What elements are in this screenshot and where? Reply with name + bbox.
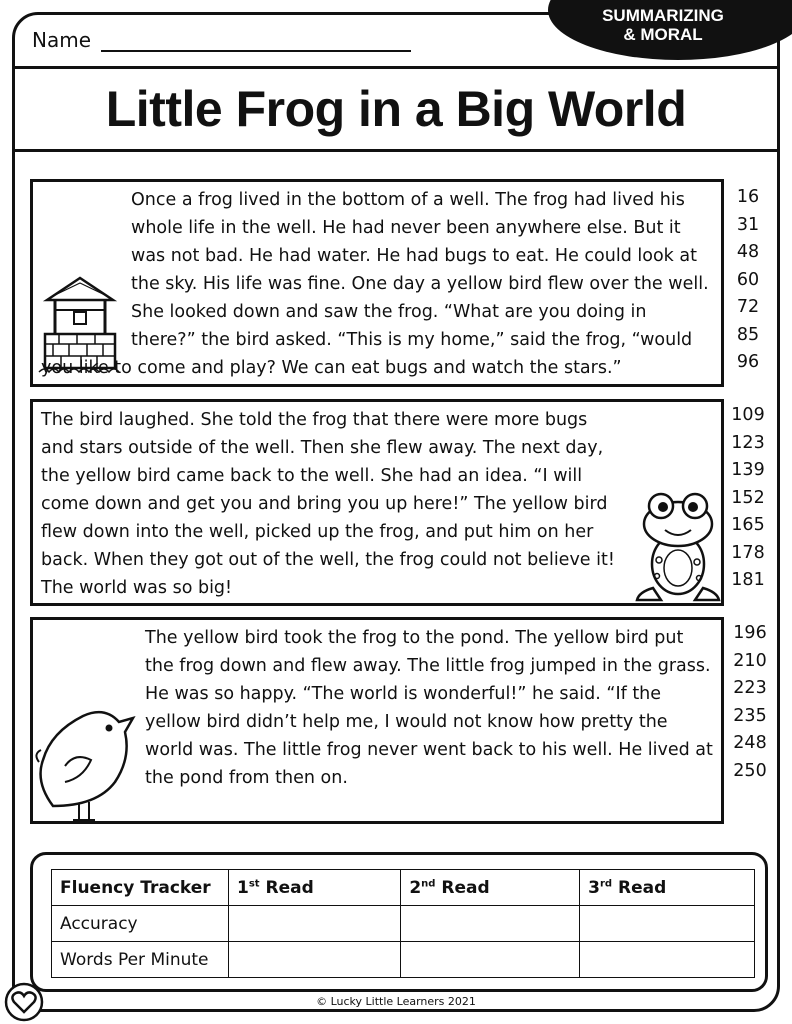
wpm-cell[interactable] xyxy=(401,942,580,978)
badge-line-2: & MORAL xyxy=(623,25,703,44)
word-count: 48 xyxy=(736,242,760,262)
copyright: © Lucky Little Learners 2021 xyxy=(316,995,476,1008)
accuracy-cell[interactable] xyxy=(401,906,580,942)
word-counts-2 xyxy=(724,402,772,595)
word-count: 210 xyxy=(733,650,767,671)
row-label-wpm: Words Per Minute xyxy=(52,942,229,978)
word-count: 96 xyxy=(736,352,760,372)
passage-3-text: The yellow bird took the frog to the pond. The yellow bird put the frog down and flew away. The little frog jumped in the grass. He was so happy. “The world is wonderful!” he said. “If the yellow bird didn’t help me, I would not know how pretty the world was. The little frog never went back to his well. He lived at the pond from then on. xyxy=(145,628,713,788)
fluency-table xyxy=(51,869,755,978)
word-count: 60 xyxy=(736,269,760,290)
word-count: 109 xyxy=(731,405,765,425)
page-title: Little Frog in a Big World xyxy=(105,81,687,137)
word-counts-3 xyxy=(726,620,774,785)
wpm-cell[interactable] xyxy=(229,942,401,978)
read-column-2: 2nd Read xyxy=(401,870,580,906)
wpm-cell[interactable] xyxy=(580,942,755,978)
badge-line-1: SUMMARIZING xyxy=(602,6,724,25)
word-count: 250 xyxy=(733,760,767,781)
word-count: 16 xyxy=(736,187,760,207)
word-count: 152 xyxy=(731,487,765,508)
fluency-tracker xyxy=(30,852,768,992)
name-row xyxy=(32,28,411,52)
word-count: 181 xyxy=(731,570,765,590)
word-count: 31 xyxy=(736,214,760,235)
word-count: 123 xyxy=(731,432,765,453)
name-label: Name xyxy=(32,28,92,52)
word-count: 196 xyxy=(733,623,767,643)
name-blank[interactable] xyxy=(101,32,411,52)
tracker-header: Fluency Tracker xyxy=(52,870,229,906)
passage-3 xyxy=(30,617,724,824)
word-count: 139 xyxy=(731,460,765,480)
word-count: 178 xyxy=(731,542,765,563)
word-count: 72 xyxy=(736,297,760,317)
word-count: 248 xyxy=(733,733,767,753)
word-count: 85 xyxy=(736,324,760,345)
passage-1 xyxy=(30,179,724,387)
word-count: 165 xyxy=(731,515,765,535)
word-count: 235 xyxy=(733,705,767,726)
word-counts-1 xyxy=(724,184,772,377)
passage-2 xyxy=(30,399,724,606)
word-count: 223 xyxy=(733,678,767,698)
passage-2-text: The bird laughed. She told the frog that there were more bugs and stars outside of the well. Then she flew away. The next day, the yellow bird came back to the well. She had an idea. “I will come down and get you and bring you up here!” The yellow bird flew down into the well, picked up the frog, and put him on her back. When they got out of the well, the frog could not believe it! The world was so big! xyxy=(41,410,615,598)
passage-1-text: Once a frog lived in the bottom of a well. The frog had lived his whole life in the well. He had never been anywhere else. But it was not bad. He had water. He had bugs to eat. He could look at the sky. His life was fine. One day a yellow bird flew over the well. She looked down and saw the frog. “What are you doing in there?” the bird asked. “This is my home,” said the frog, “would you like to come and play? We can eat bugs and watch the stars.” xyxy=(41,190,709,378)
title-box xyxy=(12,66,780,152)
accuracy-cell[interactable] xyxy=(580,906,755,942)
row-label-accuracy: Accuracy xyxy=(52,906,229,942)
read-column-1: 1st Read xyxy=(229,870,401,906)
read-column-3: 3rd Read xyxy=(580,870,755,906)
accuracy-cell[interactable] xyxy=(229,906,401,942)
